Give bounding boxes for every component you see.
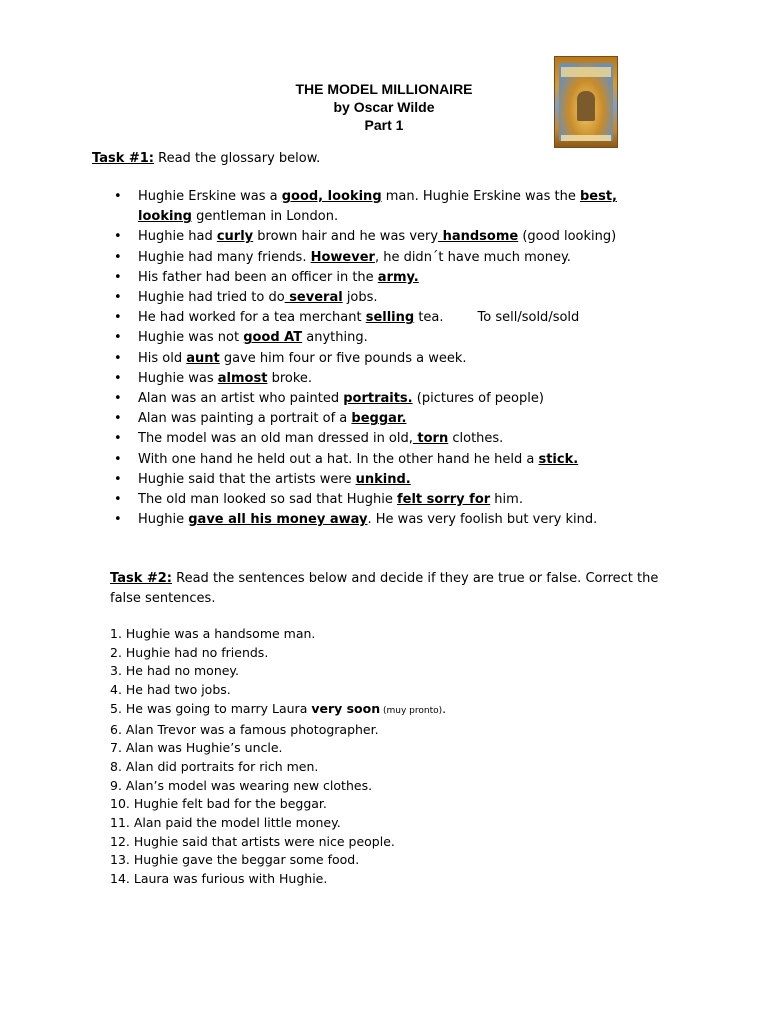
- list-item: 4. He had two jobs.: [110, 682, 231, 698]
- list-item: 13. Hughie gave the beggar some food.: [110, 852, 360, 868]
- list-item: • The old man looked so sad that Hughie felt sorry for him.: [112, 490, 672, 510]
- bullet-icon: •: [114, 512, 122, 528]
- bullet-icon: •: [114, 471, 122, 487]
- list-item: • Hughie Erskine was a good, looking man. Hughie Erskine was the best, looking gentleman in London.: [114, 189, 617, 225]
- bullet-icon: •: [114, 350, 122, 366]
- list-item: • He had worked for a tea merchant selling tea. To sell/sold/sold: [112, 308, 672, 328]
- task1-heading: [92, 150, 320, 168]
- list-item: • His father had been an officer in the army.: [112, 268, 672, 288]
- bullet-icon: •: [114, 249, 122, 265]
- bullet-icon: •: [114, 189, 122, 204]
- bullet-icon: •: [114, 431, 122, 447]
- document-title: THE MODEL MILLIONAIRE: [295, 81, 473, 97]
- list-item: • Hughie was almost broke.: [112, 369, 672, 389]
- task2-label: Task #2:: [110, 571, 173, 586]
- list-item: 6. Alan Trevor was a famous photographer.: [110, 721, 379, 737]
- bullet-icon: •: [114, 290, 122, 306]
- list-item: 14. Laura was furious with Hughie.: [110, 871, 328, 887]
- bullet-icon: •: [114, 451, 122, 467]
- list-item: • Alan was an artist who painted portraits. (pictures of people): [112, 389, 672, 409]
- document-author: by Oscar Wilde: [333, 99, 435, 115]
- bullet-icon: •: [114, 330, 122, 346]
- task2-heading: [110, 569, 670, 609]
- title-block: [234, 80, 534, 134]
- list-item: 12. Hughie said that artists were nice people.: [110, 833, 395, 849]
- bullet-icon: •: [114, 391, 122, 407]
- document-part: Part 1: [364, 117, 404, 133]
- list-item: 2. Hughie had no friends.: [110, 644, 269, 660]
- task2-instruction: Read the sentences below and decide if they are true or false. Correct the false sentences.: [110, 571, 659, 606]
- list-item: 7. Alan was Hughie’s uncle.: [110, 740, 283, 756]
- list-item: • With one hand he held out a hat. In the other hand he held a stick.: [112, 450, 672, 470]
- list-item: • Alan was painting a portrait of a beggar.: [112, 409, 672, 429]
- list-item: • Hughie said that the artists were unkind.: [112, 470, 672, 490]
- list-item: 11. Alan paid the model little money.: [110, 815, 341, 831]
- list-item: 3. He had no money.: [110, 663, 240, 679]
- list-item: 9. Alan’s model was wearing new clothes.: [110, 777, 373, 793]
- list-item: • Hughie was not good AT anything.: [112, 328, 672, 348]
- bullet-icon: •: [114, 411, 122, 427]
- book-cover-image: [554, 56, 618, 148]
- bullet-icon: •: [114, 229, 122, 245]
- bullet-icon: •: [114, 370, 122, 386]
- list-item: • Hughie had many friends. However, he didn´t have much money.: [112, 248, 672, 268]
- list-item: • Hughie gave all his money away. He was very foolish but very kind.: [112, 510, 672, 530]
- bullet-icon: •: [114, 269, 122, 285]
- list-item: 1. Hughie was a handsome man.: [110, 626, 316, 641]
- glossary-list: [112, 187, 672, 530]
- bullet-icon: •: [114, 492, 122, 508]
- list-item: 5. He was going to marry Laura very soon (muy pronto).: [110, 700, 447, 716]
- list-item: 8. Alan did portraits for rich men.: [110, 758, 319, 774]
- task1-instruction: Read the glossary below.: [154, 151, 321, 166]
- true-false-list: [110, 625, 670, 889]
- list-item: • Hughie had tried to do several jobs.: [112, 288, 672, 308]
- list-item: • The model was an old man dressed in old, torn clothes.: [112, 429, 672, 449]
- bullet-icon: •: [114, 310, 122, 326]
- task1-label: Task #1:: [92, 151, 155, 166]
- list-item: • Hughie had curly brown hair and he was very handsome (good looking): [112, 227, 672, 247]
- list-item: 10. Hughie felt bad for the beggar.: [110, 796, 327, 812]
- list-item: • His old aunt gave him four or five pounds a week.: [112, 349, 672, 369]
